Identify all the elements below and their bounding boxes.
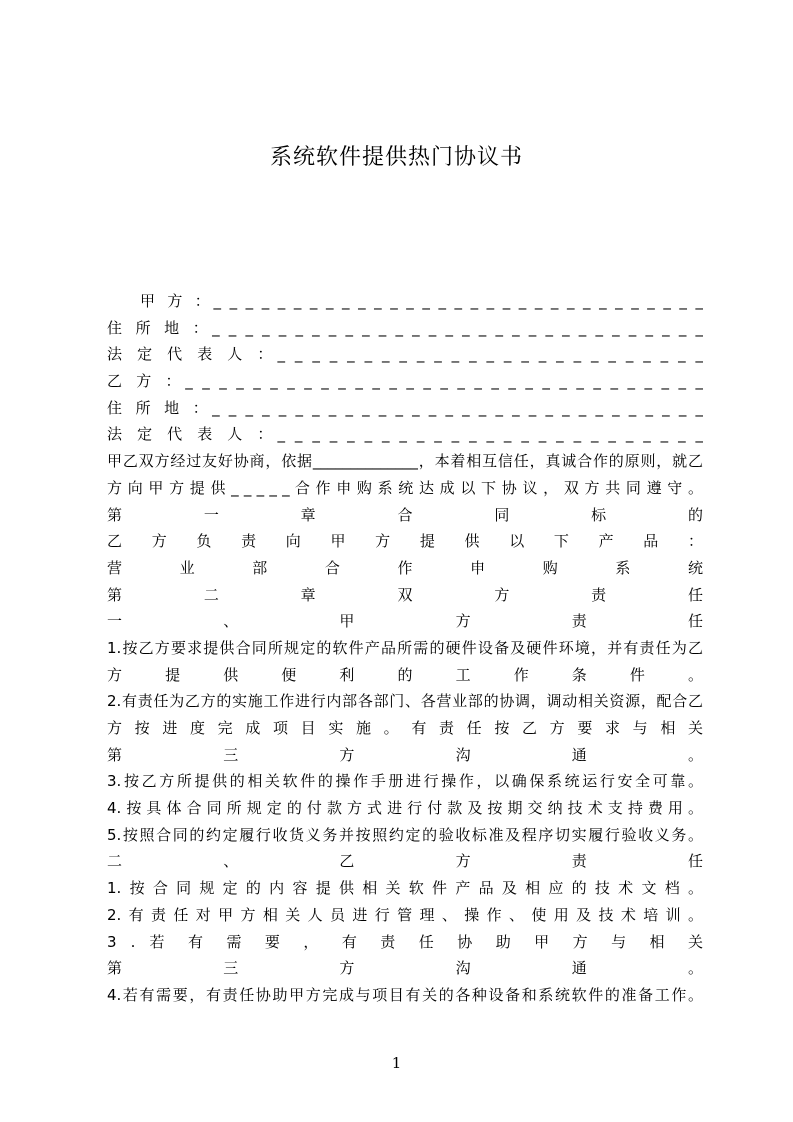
party-b-duty-2: 2.有责任对甲方相关人员进行管理、操作、使用及技术培训。 [107,905,703,924]
party-a-address-line: 住 所 地 ：_ _ _ _ _ _ _ _ _ _ _ _ _ _ _ _ _ _ _ _ _ _ _ _ _ _ _ _ _ _ [107,318,703,337]
preamble-line-1: 甲乙双方经过友好协商，依据______________，本着相互信任，真诚合作的原则，就乙 [107,452,703,471]
party-a-duty-5: 5.按照合同的约定履行收货义务并按照约定的验收标准及程序切实履行验收义务。 [107,825,703,844]
chapter-1-text: 乙 方 负 责 向 甲 方 提 供 以 下 产 品 ： [107,532,703,551]
party-b-duty-1: 1.按合同规定的内容提供相关软件产品及相应的技术文档。 [107,879,703,898]
chapter-2-heading: 第 二 章 双 方 责 任 [107,585,703,604]
party-a-duties-heading: 一 、 甲 方 责 任 [107,612,703,631]
party-a-duty-1-line-1: 1.按乙方要求提供合同所规定的软件产品所需的硬件设备及硬件环境，并有责任为乙 [107,638,703,657]
page-number: 1 [391,1054,402,1072]
preamble-line-2: 方 向 甲 方 提 供 _ _ _ _ _ 合 作 申 购 系 统 达 成 以 下 协 议 ， 双 方 共 同 遵 守 。 [107,478,703,497]
product-name-line: 营 业 部 合 作 申 购 系 统 [107,558,703,577]
party-b-duty-3-line-2: 第 三 方 沟 通 。 [107,959,703,978]
party-a-duty-3: 3.按乙方所提供的相关软件的操作手册进行操作，以确保系统运行安全可靠。 [107,772,703,791]
party-a-duty-2-line-3: 第 三 方 沟 通 。 [107,745,703,764]
chapter-1-heading: 第 一 章 合 同 标 的 [107,505,703,524]
party-b-address-line: 住 所 地 ：_ _ _ _ _ _ _ _ _ _ _ _ _ _ _ _ _ _ _ _ _ _ _ _ _ _ _ _ _ _ [107,398,703,417]
party-b-representative-line: 法 定 代 表 人 ：_ _ _ _ _ _ _ _ _ _ _ _ _ _ _ _ _ _ _ _ _ _ _ _ _ [107,425,703,444]
party-a-duty-4: 4.按具体合同所规定的付款方式进行付款及按期交纳技术支持费用。 [107,799,703,818]
party-a-line: 甲 方 ：_ _ _ _ _ _ _ _ _ _ _ _ _ _ _ _ _ _ _ _ _ _ _ _ _ _ _ _ _ _ _ [140,292,703,310]
party-b-duty-3-line-1: 3 . 若 有 需 要 ， 有 责 任 协 助 甲 方 与 相 关 [107,932,703,951]
party-a-duty-1-line-2: 方 提 供 便 利 的 工 作 条 件 。 [107,665,703,684]
party-b-line: 乙 方 ：_ _ _ _ _ _ _ _ _ _ _ _ _ _ _ _ _ _ _ _ _ _ _ _ _ _ _ _ _ _ _ [107,372,703,391]
document-title: 系统软件提供热门协议书 [269,145,523,170]
party-b-duty-4: 4.若有需要，有责任协助甲方完成与项目有关的各种设备和系统软件的准备工作。 [107,985,703,1004]
party-a-duty-2-line-1: 2.有责任为乙方的实施工作进行内部各部门、各营业部的协调，调动相关资源，配合乙 [107,692,703,711]
party-a-duty-2-line-2: 方 按 进 度 完 成 项 目 实 施 。 有 责 任 按 乙 方 要 求 与 相 关 [107,719,703,737]
party-b-duties-heading: 二 、 乙 方 责 任 [107,852,703,871]
document-body [107,288,703,1009]
party-a-representative-line: 法 定 代 表 人 ：_ _ _ _ _ _ _ _ _ _ _ _ _ _ _ _ _ _ _ _ _ _ _ _ _ [107,345,703,364]
